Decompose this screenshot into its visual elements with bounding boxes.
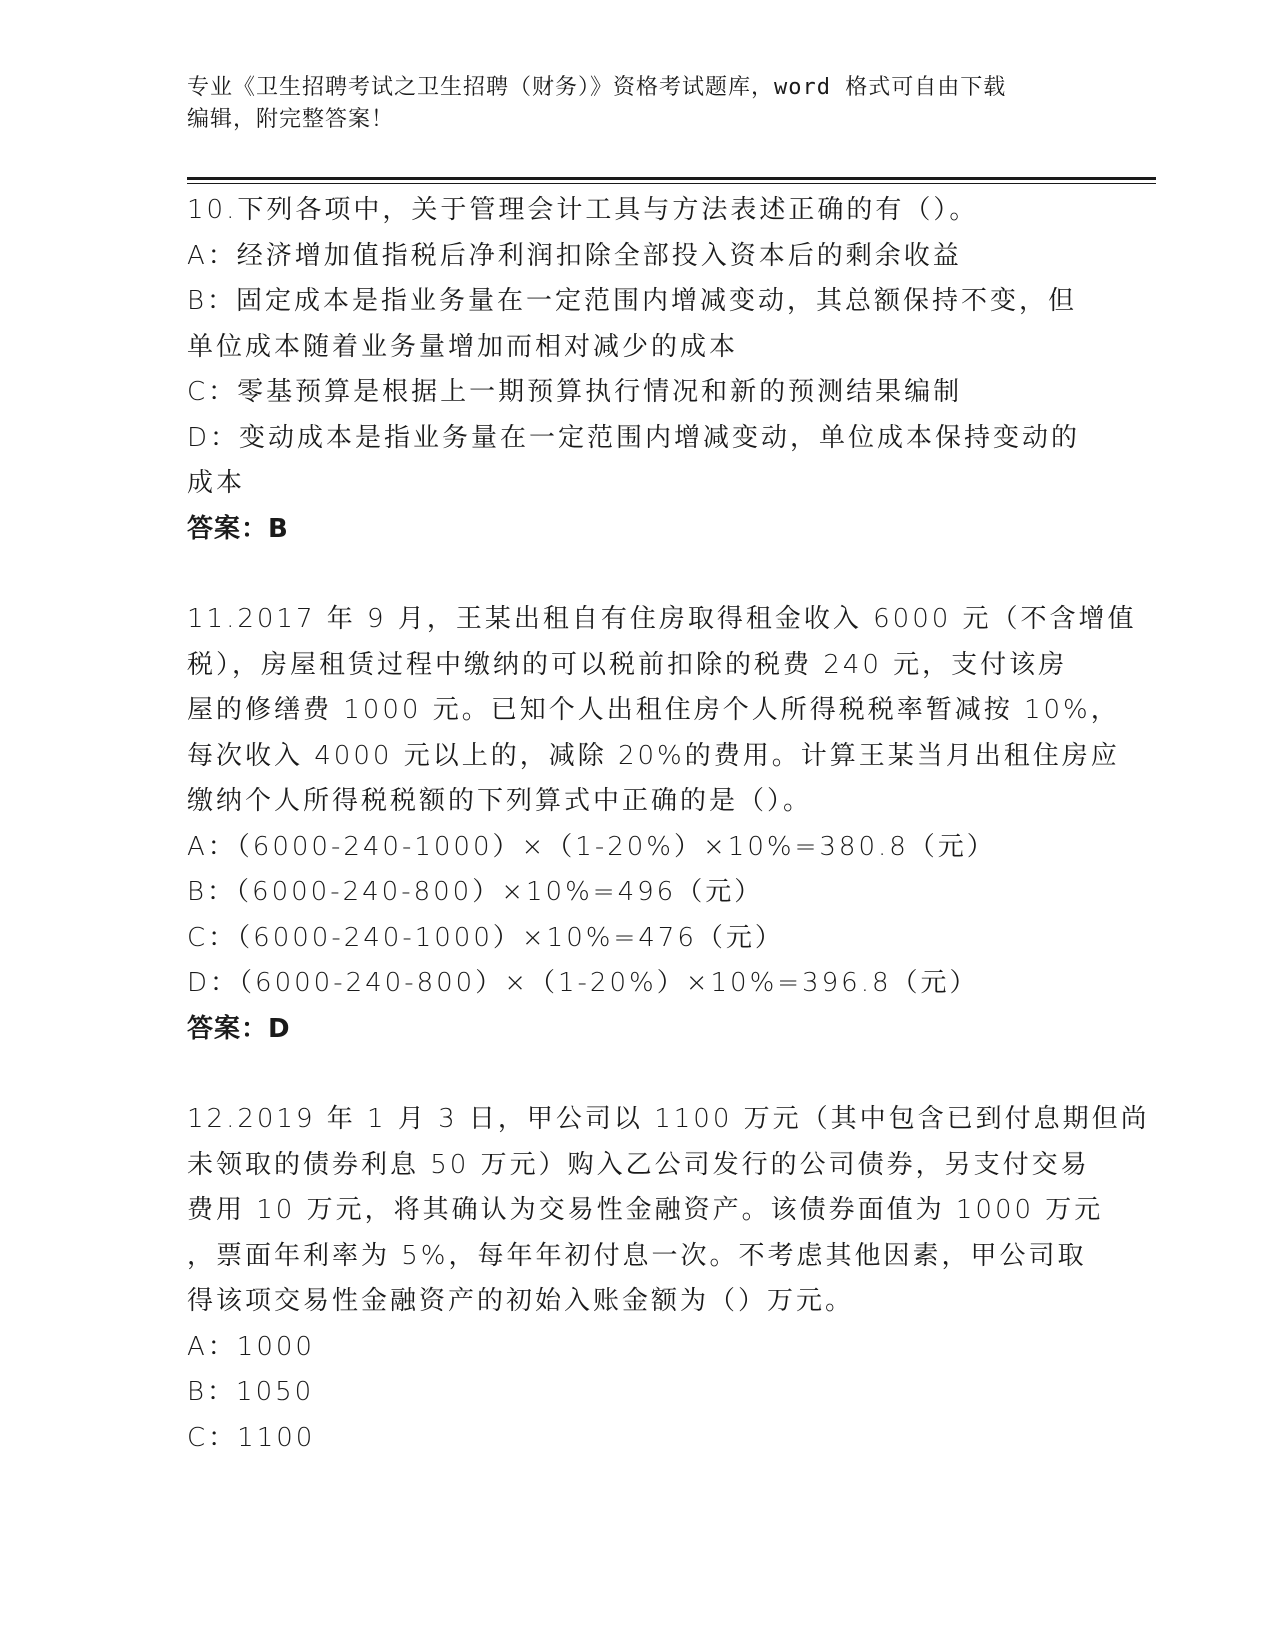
- question-10: [187, 188, 1081, 552]
- option-d-continued: 成本: [187, 468, 246, 498]
- option-c: C：1100: [187, 1422, 316, 1453]
- answer-label: 答案：B: [187, 513, 289, 544]
- option-b: B：固定成本是指业务量在一定范围内增减变动，其总额保持不变，但: [187, 286, 1078, 316]
- option-d: D：变动成本是指业务量在一定范围内增减变动，单位成本保持变动的: [187, 422, 1081, 453]
- header-divider: [187, 177, 1156, 180]
- question-spacer: [187, 1052, 1077, 1097]
- option-c: C：（6000-240-1000）×10%=476（元）: [187, 922, 784, 953]
- question-stem: 未领取的债券利息 50 万元）购入乙公司发行的公司债券，另支付交易: [187, 1149, 1090, 1180]
- question-stem: 12.2019 年 1 月 3 日，甲公司以 1100 万元（其中包含已到付息期但尚: [187, 1104, 1150, 1134]
- option-b: B：1050: [187, 1377, 315, 1407]
- option-b-continued: 单位成本随着业务量增加而相对减少的成本: [187, 331, 739, 362]
- question-stem: 屋的修缮费 1000 元。已知个人出租住房个人所得税税率暂减按 10%，: [187, 695, 1120, 725]
- option-a: A：1000: [187, 1331, 315, 1362]
- header-divider-thin: [187, 183, 1156, 184]
- option-b: B：（6000-240-800）×10%=496（元）: [187, 877, 764, 907]
- question-stem: ，票面年利率为 5%，每年年初付息一次。不考虑其他因素，甲公司取: [187, 1240, 1087, 1271]
- question-12: [187, 1097, 1150, 1461]
- question-spacer: [187, 552, 1077, 597]
- question-stem: 得该项交易性金融资产的初始入账金额为（）万元。: [187, 1286, 855, 1316]
- question-stem: 11.2017 年 9 月，王某出租自有住房取得租金收入 6000 元（不含增值: [187, 604, 1137, 634]
- question-stem: 缴纳个人所得税税额的下列算式中正确的是（）。: [187, 786, 813, 816]
- option-a: A：经济增加值指税后净利润扣除全部投入资本后的剩余收益: [187, 240, 962, 271]
- question-stem: 每次收入 4000 元以上的，减除 20%的费用。计算王某当月出租住房应: [187, 740, 1120, 771]
- question-11: [187, 597, 1137, 1052]
- option-d: D：（6000-240-800）×（1-20%）×10%=396.8（元）: [187, 968, 979, 998]
- header-line: 编辑，附完整答案！: [187, 107, 395, 132]
- header-line: 专业《卫生招聘考试之卫生招聘（财务）》资格考试题库，word 格式可自由下载: [187, 75, 1007, 100]
- question-stem: 费用 10 万元，将其确认为交易性金融资产。该债券面值为 1000 万元: [187, 1195, 1104, 1225]
- option-a: A：（6000-240-1000）×（1-20%）×10%=380.8（元）: [187, 831, 996, 862]
- question-stem: 10.下列各项中，关于管理会计工具与方法表述正确的有（）。: [187, 195, 979, 225]
- question-stem: 税），房屋租赁过程中缴纳的可以税前扣除的税费 240 元，支付该房: [187, 649, 1068, 680]
- document-header: [187, 72, 1087, 136]
- question-list: [187, 188, 1150, 1461]
- option-c: C：零基预算是根据上一期预算执行情况和新的预测结果编制: [187, 377, 963, 407]
- answer-label: 答案：D: [187, 1013, 291, 1044]
